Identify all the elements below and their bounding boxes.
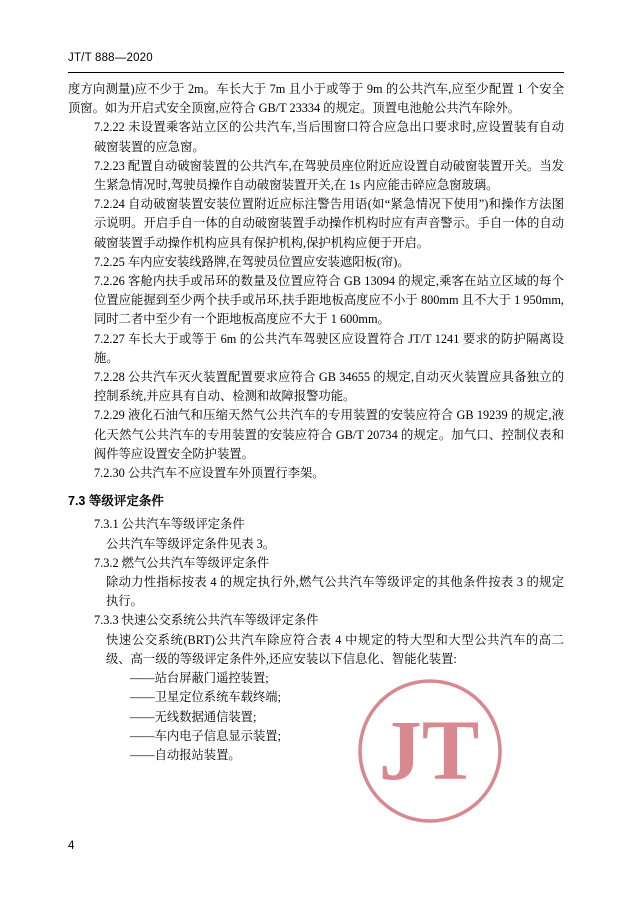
clause-7-2-25: 7.2.25 车内应安装线路牌,在驾驶员位置应安装遮阳板(帘)。 (94, 254, 410, 269)
list-item: ——无线数据通信装置; (130, 709, 257, 724)
clause-7-3-3-body: 快速公交系统(BRT)公共汽车除应符合表 4 中规定的特大型和大型公共汽车的高二级、高一级的等级评定条件外,还应安装以下信息化、智能化装置: (106, 632, 564, 666)
clause-7-2-29: 7.2.29 液化石油气和压缩天然气公共汽车的专用装置的安装应符合 GB 19239 的规定,液化天然气公共汽车的专用装置的安装应符合 GB/T 20734 的规定。加气口、控制仪表和阀件等应设置安全防护装置。 (94, 408, 564, 461)
page-number: 4 (68, 840, 75, 852)
list-item: ——自动报站装置。 (130, 747, 241, 762)
clause-7-3-2-title: 7.3.2 燃气公共汽车等级评定条件 (94, 555, 270, 570)
clause-7-3-1-body: 公共汽车等级评定条件见表 3。 (106, 536, 276, 551)
list-item: ——卫星定位系统车载终端; (130, 690, 281, 705)
clause-7-3-1-title: 7.3.1 公共汽车等级评定条件 (94, 517, 245, 532)
header-divider-rule (68, 72, 564, 73)
clause-7-2-30: 7.2.30 公共汽车不应设置车外顶置行李架。 (94, 466, 325, 481)
list-item: ——车内电子信息显示装置; (130, 728, 281, 743)
list-item: ——站台屏蔽门遥控装置; (130, 671, 269, 686)
svg-text:JT: JT (378, 702, 480, 798)
clause-7-2-22: 7.2.22 未设置乘客站立区的公共汽车,当后围窗口符合应急出口要求时,应设置装有自动破窗装置的应急窗。 (94, 120, 564, 154)
clause-7-2-28: 7.2.28 公共汽车灭火装置配置要求应符合 GB 34655 的规定,自动灭火装置应具备独立的控制系统,并应具有自动、检测和故障报警功能。 (94, 370, 564, 404)
paragraph-continued: 度方向测量)应不少于 2m。车长大于 7m 且小于或等于 9m 的公共汽车,应至少配置 1 个安全顶窗。如为开启式安全顶窗,应符合 GB/T 23334 的规定。顶置电池舱公共汽车除外。 (68, 82, 564, 116)
page-header-standard-number: JT/T 888—2020 (68, 52, 153, 64)
clause-7-2-23: 7.2.23 配置自动破窗装置的公共汽车,在驾驶员座位附近应设置自动破窗装置开关。当发生紧急情况时,驾驶员操作自动破窗装置开关,在 1s 内应能击碎应急窗玻璃。 (94, 158, 564, 193)
clause-7-3-3-title: 7.3.3 快速公交系统公共汽车等级评定条件 (94, 613, 319, 628)
clause-7-2-27: 7.2.27 车长大于或等于 6m 的公共汽车驾驶区应设置符合 JT/T 1241 要求的防护隔离设施。 (94, 331, 564, 365)
section-heading-7-3: 7.3 等级评定条件 (68, 494, 164, 509)
section-spacer-top (68, 483, 564, 492)
document-body (68, 80, 564, 765)
clause-7-2-26: 7.2.26 客舱内扶手或吊环的数量及位置应符合 GB 13094 的规定,乘客在站立区域的每个位置应能握到至少两个扶手或吊环,扶手距地板高度应不小于 800mm 且不大于 1 950mm,同时二者中至少有一个距地板高度应不大于 1 600mm。 (94, 274, 564, 327)
clause-7-3-2-body: 除动力性指标按表 4 的规定执行外,燃气公共汽车等级评定的其他条件按表 3 的规定执行。 (106, 575, 564, 609)
clause-7-2-24: 7.2.24 自动破窗装置安装位置附近应标注警告用语(如“紧急情况下使用”)和操作方法图示说明。开启手自一体的自动破窗装置手动操作机构时应有声音警示。手自一体的自动破窗装置手动操作机构应具有保护机构,保护机构应便于开启。 (94, 197, 564, 250)
